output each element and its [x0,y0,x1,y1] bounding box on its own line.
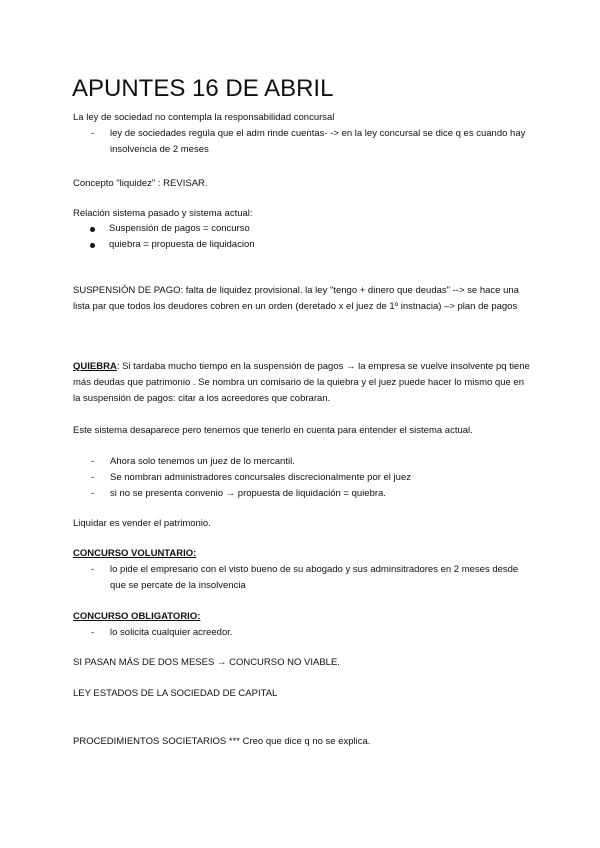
voluntario-heading-text: CONCURSO VOLUNTARIO: [73,548,197,559]
no-viable-line: SI PASAN MÁS DE DOS MESES → CONCURSO NO VIABLE. [73,657,340,668]
list-item: quiebra = propuesta de liquidacion [109,239,255,250]
dash-marker: - [91,488,95,499]
bullet-icon [90,227,95,232]
voluntario-heading [73,546,533,562]
quiebra-text: : Si tardaba mucho tiempo en la suspensión de pagos → la empresa se vuelve insolvente pq tiene más deudas que patrimonio . Se nombra un comisario de la quiebra y el juez puede hacer lo mismo que en la suspensión de pagos: citar a los acreedores que cobraran. [73,361,530,404]
quiebra-label: QUIEBRA [73,361,117,372]
relacion-heading: Relación sistema pasado y sistema actual: [73,208,253,219]
dash-marker: - [91,564,95,575]
list-item: si no se presenta convenio → propuesta de liquidación = quiebra. [110,488,386,499]
dash-marker: - [91,456,95,467]
dash-marker: - [91,128,95,139]
list-item: Suspensión de pagos = concurso [109,223,250,234]
intro-line: La ley de sociedad no contempla la responsabilidad concursal [73,112,335,123]
dash-marker: - [91,472,95,483]
ley-estados-line: LEY ESTADOS DE LA SOCIEDAD DE CAPITAL [73,688,278,699]
concepto-line: Concepto "liquidez" : REVISAR. [73,178,208,189]
procedimientos-line: PROCEDIMIENTOS SOCIETARIOS *** Creo que dice q no se explica. [73,736,371,747]
list-item: ley de sociedades regula que el adm rinde cuentas- -> en la ley concursal se dice q es cuando hay insolvencia de 2 meses [110,128,526,155]
quiebra-paragraph [73,359,533,407]
list-item: lo solicita cualquier acreedor. [110,627,233,638]
liquidar-line: Liquidar es vender el patrimonio. [73,518,211,529]
sistema-paragraph: Este sistema desaparece pero tenemos que tenerlo en cuenta para entender el sistema actual. [73,425,473,436]
list-item: lo pide el empresario con el visto bueno de su abogado y sus adminsitradores en 2 meses desde que se percate de la insolvencia [110,564,519,591]
list-item: Ahora solo tenemos un juez de lo mercantil. [110,456,295,467]
page-title: APUNTES 16 DE ABRIL [72,75,334,102]
dash-marker: - [91,627,95,638]
list-item: Se nombran administradores concursales discrecionalmente por el juez [110,472,411,483]
suspension-paragraph: SUSPENSIÓN DE PAGO: falta de liquidez provisional. la ley "tengo + dinero que deudas" --> se hace una lista par que todos los deudores cobren en un orden (deretado x el juez de 1º instnacia) –> plan de pagos [73,285,519,312]
bullet-icon [90,243,95,248]
obligatorio-heading-text: CONCURSO OBLIGATORIO: [73,611,201,622]
obligatorio-heading [73,609,533,625]
